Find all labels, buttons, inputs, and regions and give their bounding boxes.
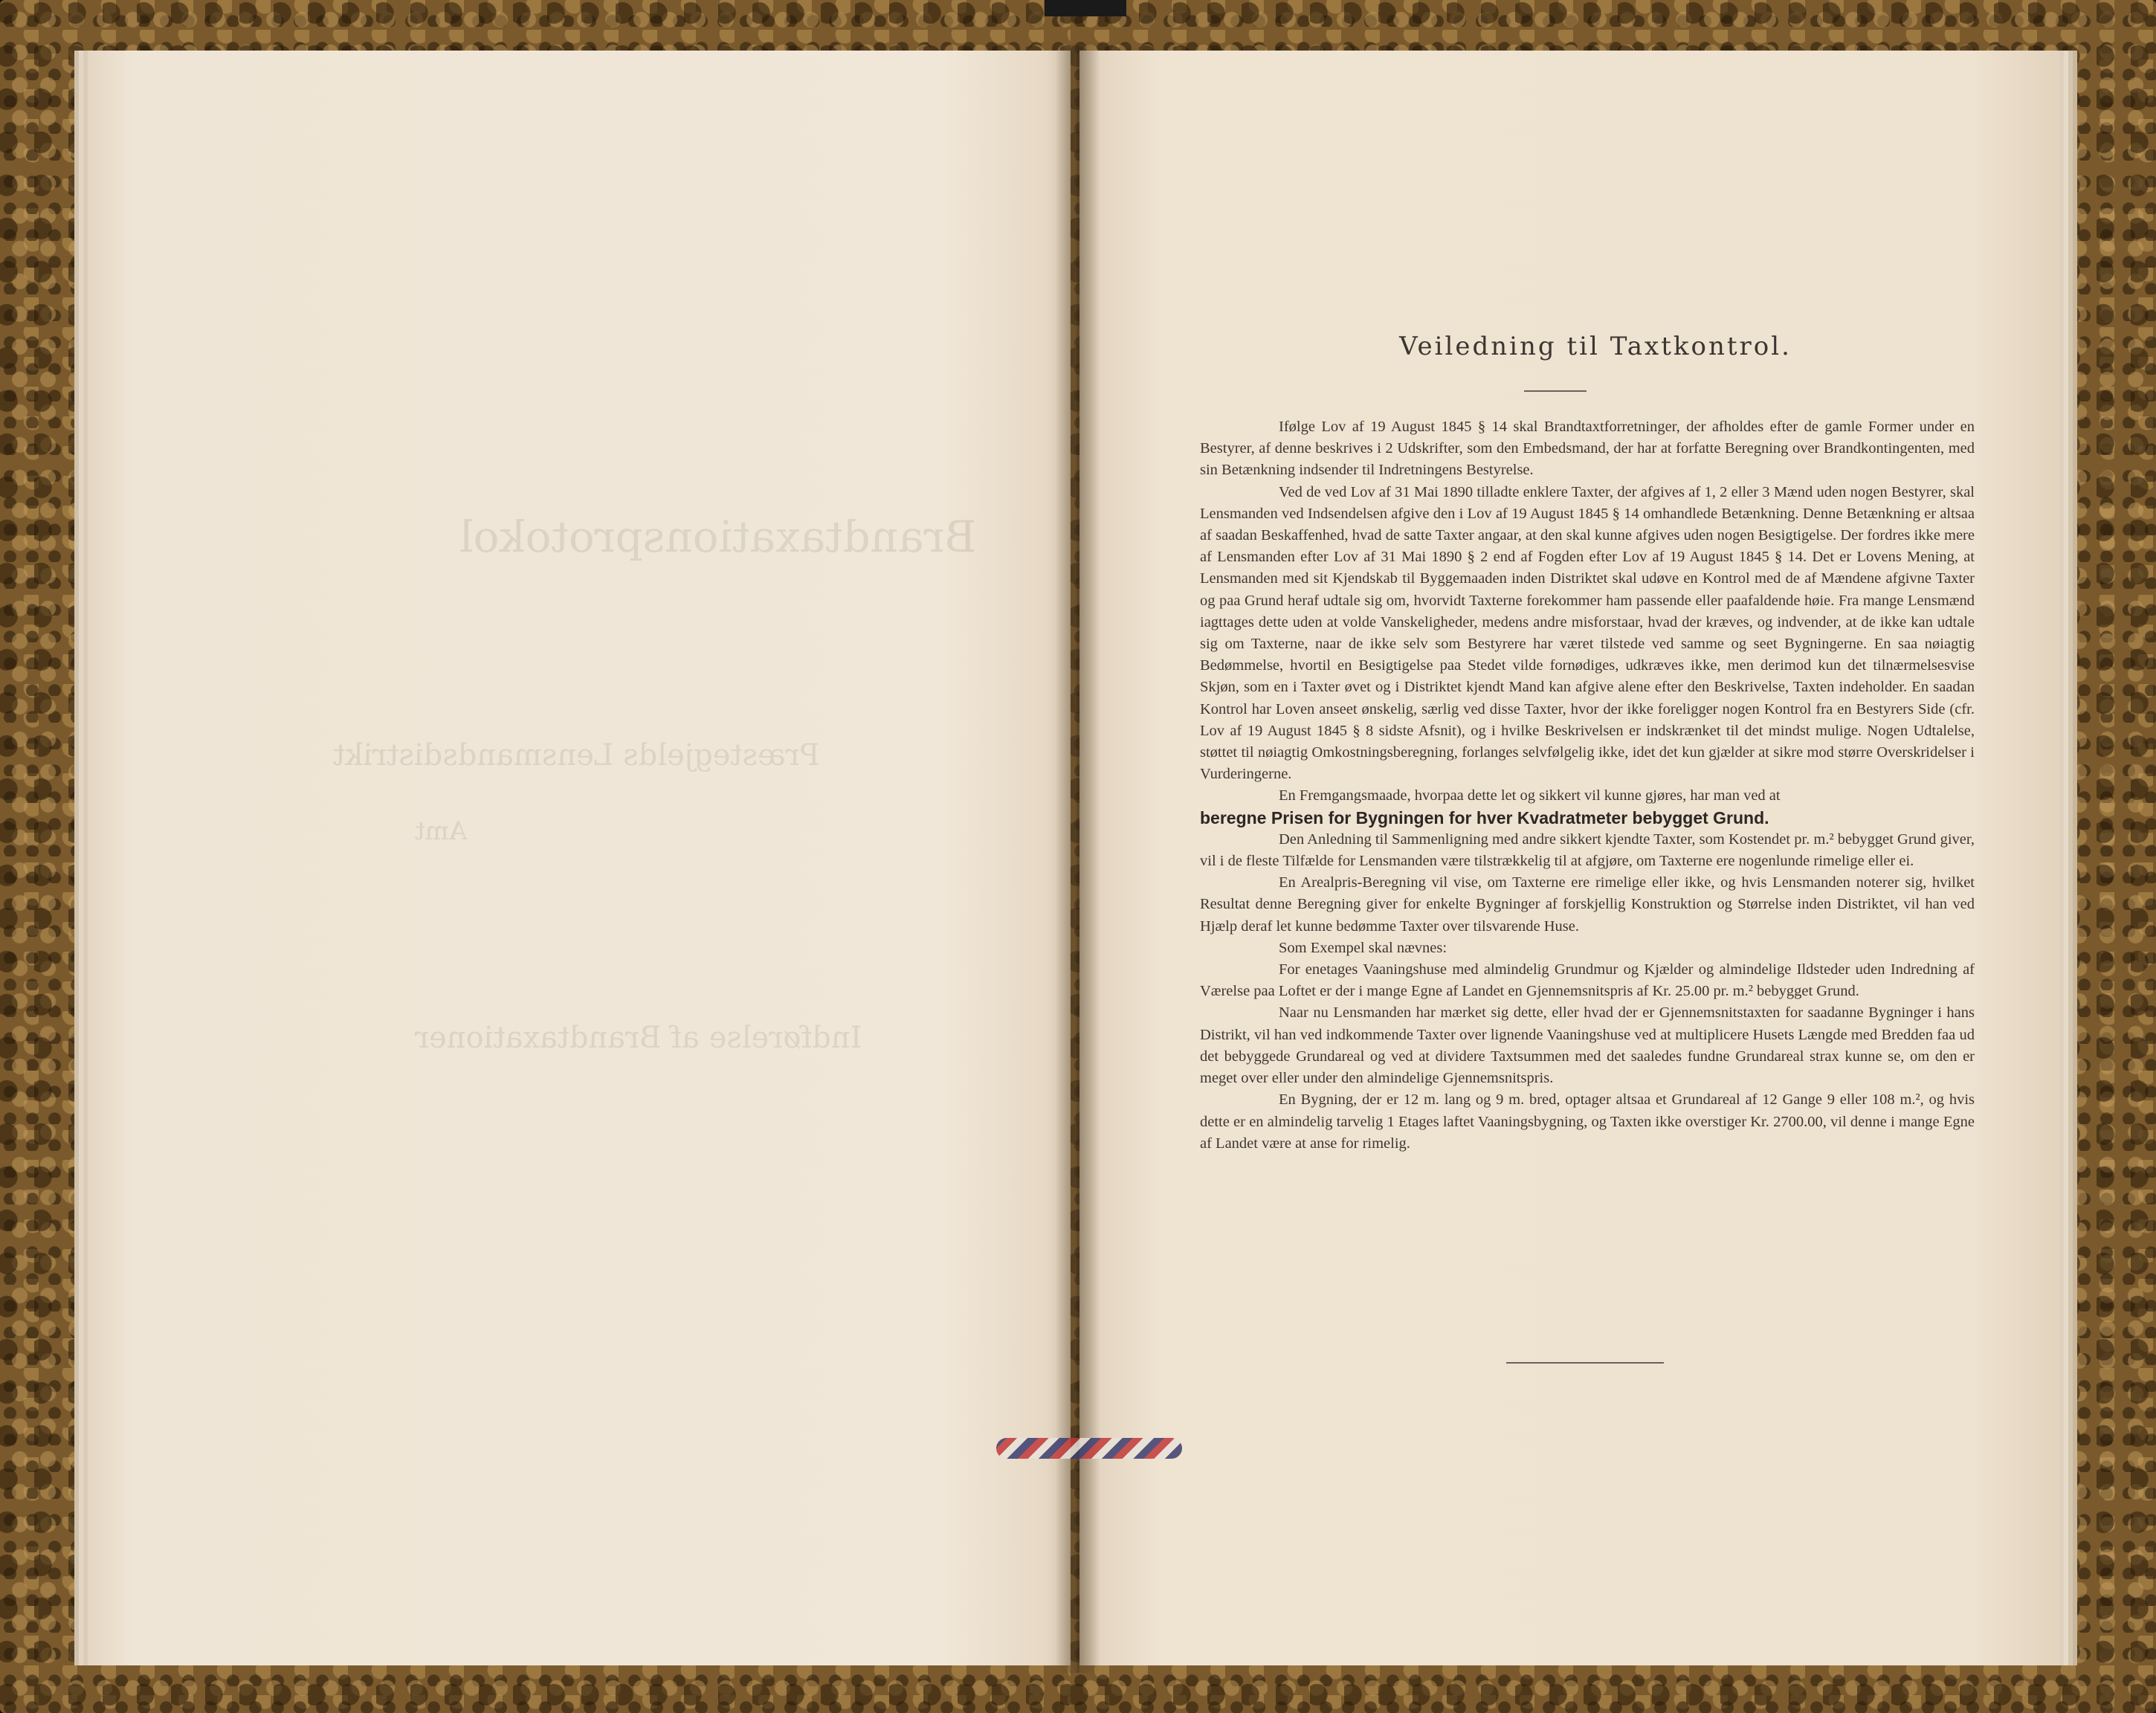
paragraph-9: En Bygning, der er 12 m. lang og 9 m. bred, optager altsaa et Grundareal af 12 Gange 9 eller 108 m.², og hvis dette er en almindelig tarvelig 1 Etages laftet Vaaningsbygning, og Taxten ikke overstiger Kr. 2700.00, vil denne i mange Egne af Landet være at anse for rimelig. xyxy=(1200,1091,1975,1152)
paragraph-1: Ifølge Lov af 19 August 1845 § 14 skal Brandtaxtforretninger, der afholdes efter de gamle Former under en Bestyrer, af denne beskrives i 2 Udskrifter, som den Embedsmand, der har at forfatte Beregning over Brandkontingenten, med sin Betænkning indsender til Indretningens Bestyrelse. xyxy=(1200,419,1975,479)
paragraph-6: Som Exempel skal nævnes: xyxy=(1279,939,1447,956)
bleed-through-title: Brandtaxationsprotokol xyxy=(459,512,977,562)
paragraph-5: En Arealpris-Beregning vil vise, om Taxterne ere rimelige eller ikke, og hvis Lensmanden noterer sig, hvilket Resultat denne Beregning giver for enkelte Bygninger af forskjellig Konstruktion og Størrelse inden Distriktet, vil han ved Hjælp deraf let kunne bedømme Taxter over tilsvarende Huse. xyxy=(1200,874,1975,935)
binding-thread xyxy=(996,1438,1182,1459)
title-rule xyxy=(1524,390,1587,392)
left-page xyxy=(88,51,1071,1665)
paragraph-3: En Fremgangsmaade, hvorpaa dette let og sikkert vil kunne gjøres, har man ved at xyxy=(1279,787,1781,804)
paragraph-4: Den Anledning til Sammenligning med andre sikkert kjendte Taxter, som Kostendet pr. m.² bebygget Grund giver, vil i de fleste Tilfælde for Lensmanden være tilstrækkelig til at afgjøre, om Taxterne ere nogenlunde rimelige eller ei. xyxy=(1200,830,1975,870)
paragraph-8: Naar nu Lensmanden har mærket sig dette, eller hvad der er Gjennemsnitstaxten for saadanne Bygninger i hans Distrikt, vil han ved indkommende Taxter over lignende Vaaningshuse ved at multiplicere Husets Længde med Bredden faa ud det bebyggede Grundareal og ved at dividere Taxtsummen med det saaledes fundne Grundareal strax kunne se, om den er meget over eller under den almindelige Gjennemsnitspris. xyxy=(1200,1004,1975,1087)
bleed-through-entry: Indførelse af Brandtaxationer xyxy=(415,1021,862,1055)
paragraph-7: For enetages Vaaningshuse med almindelig Grundmur og Kjælder og almindelige Ildsteder uden Indredning af Værelse paa Loftet er der i mange Egne af Landet en Gjennemsnitspris af Kr. 25.00 pr. m.² bebygget Grund. xyxy=(1200,961,1975,1000)
bleed-through-county: Amt xyxy=(415,816,468,846)
paragraph-2: Ved de ved Lov af 31 Mai 1890 tilladte enklere Taxter, der afgives af 1, 2 eller 3 Mænd uden nogen Bestyrer, skal Lensmanden ved Indsendelsen afgive den i Lov af 19 August 1845 § 14 omhandlede Betænkning. Denne Betænkning er altsaa af saadan Beskaffenhed, hvad de satte Taxter angaar, at den skal kunne afgives uden nogen Besigtigelse. Der fordres ikke mere af Lensmanden efter Lov af 31 Mai 1890 § 2 end af Fogden efter Lov af 19 August 1845 § 14. Det er Lovens Mening, at Lensmanden med sit Kjendskab til Byggemaaden inden Distriktet skal udøve en Kontrol med de af Mændene afgivne Taxter og paa Grund heraf udtale sig om, hvorvidt Taxterne forekommer ham passende eller paafaldende høie. Fra mange Lensmænd iagttages dette uden at volde Vanskeligheder, medens andre misforstaar, hvad der kræves, og indvender, at de ikke kan udtale sig om Taxterne, naar de ikke selv som Bestyrere har været tilstede ved samme og seet Bygningerne. En saa nøiagtig Bedømmelse, hvortil en Besigtigelse paa Stedet vilde fornødiges, udkræves ikke, men derimod kun det tilnærmelsesvise Skjøn, som en i Taxter øvet og i Distriktet kjendt Mand kan afgive alene efter den Beskrivelse, Taxten indeholder. En saadan Kontrol har Loven anseet ønskelig, særlig ved disse Taxter, hvor der ikke foreligger nogen Kontrol fra en Bestyrers Side (cfr. Lov af 19 August 1845 § 8 sidste Afsnit), og i hvilke Beskrivelsen er indskrænket til det mindst mulige. Nogen Udtalelse, støttet til nøiagtig Omkostningsberegning, forlanges selvfølgelig ikke, idet det kun gjælder at sikre mod større Overskridelser i Vurderingerne. xyxy=(1200,483,1975,783)
end-rule xyxy=(1506,1362,1664,1364)
book-gutter xyxy=(1056,45,1100,1673)
emphasis-line: beregne Prisen for Bygningen for hver Kvadratmeter bebygget Grund. xyxy=(1200,807,1769,828)
spine-top xyxy=(1045,0,1126,16)
page-title: Veiledning til Taxtkontrol. xyxy=(1399,332,1792,361)
bleed-through-district: Præstegjelds Lensmandsdistrikt xyxy=(333,738,820,772)
instruction-text xyxy=(1200,416,1975,1155)
